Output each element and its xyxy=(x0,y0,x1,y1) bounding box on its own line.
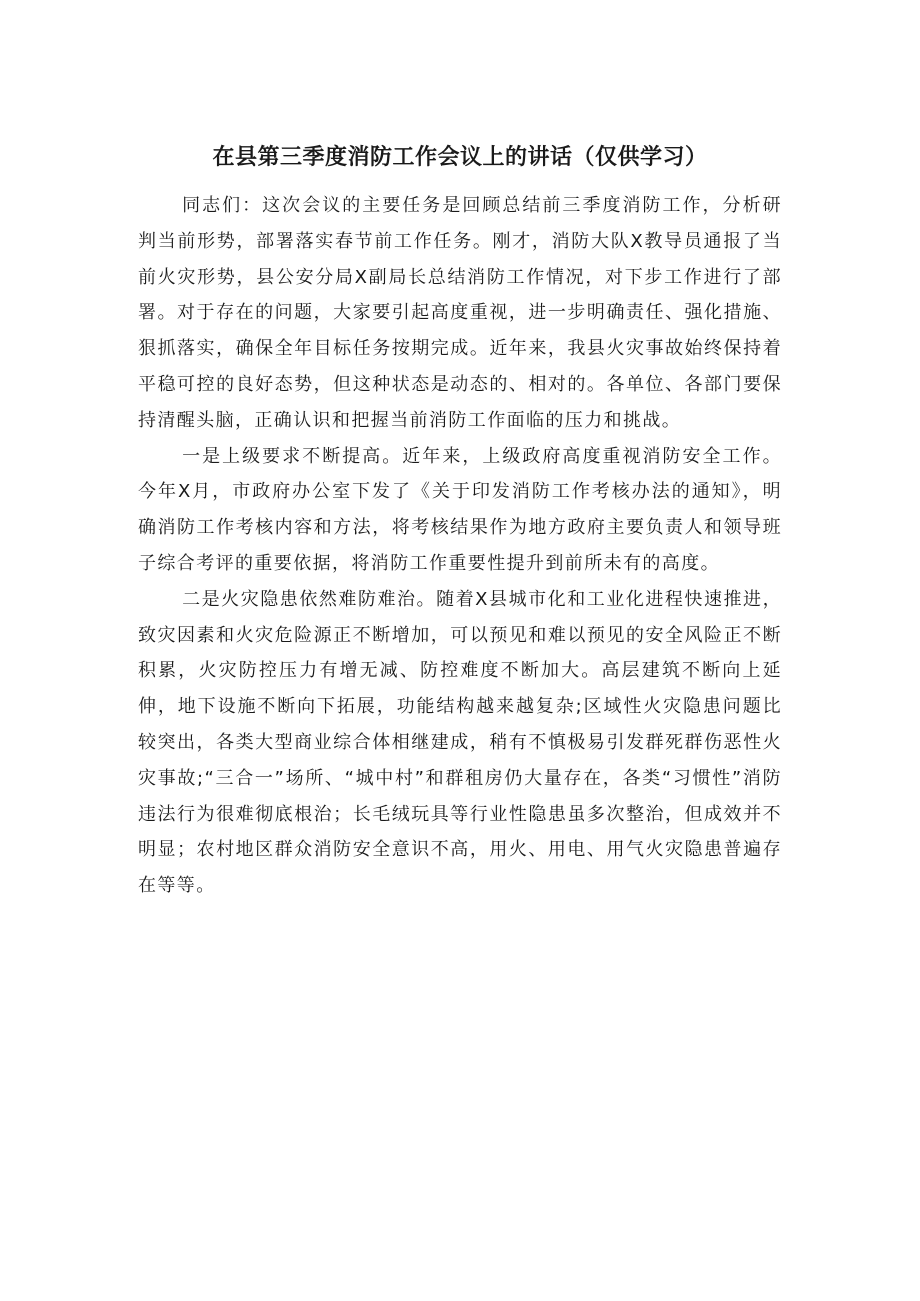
paragraph-point-one: 一是上级要求不断提高。近年来，上级政府高度重视消防安全工作。今年X月，市政府办公室下发了《关于印发消防工作考核办法的通知》，明确消防工作考核内容和方法，将考核结果作为地方政府主要负责人和领导班子综合考评的重要依据，将消防工作重要性提升到前所未有的高度。 xyxy=(138,445,782,574)
document-body xyxy=(138,188,782,904)
paragraph-opening: 同志们：这次会议的主要任务是回顾总结前三季度消防工作，分析研判当前形势，部署落实春节前工作任务。刚才，消防大队X教导员通报了当前火灾形势，县公安分局X副局长总结消防工作情况，对下步工作进行了部署。对于存在的问题，大家要引起高度重视，进一步明确责任、强化措施、狠抓落实，确保全年目标任务按期完成。近年来，我县火灾事故始终保持着平稳可控的良好态势，但这种状态是动态的、相对的。各单位、各部门要保持清醒头脑，正确认识和把握当前消防工作面临的压力和挑战。 xyxy=(138,195,782,431)
paragraph-point-two: 二是火灾隐患依然难防难治。随着X县城市化和工业化进程快速推进，致灾因素和火灾危险源正不断增加，可以预见和难以预见的安全风险正不断积累，火灾防控压力有增无减、防控难度不断加大。高层建筑不断向上延伸，地下设施不断向下拓展，功能结构越来越复杂;区域性火灾隐患问题比较突出，各类大型商业综合体相继建成，稍有不慎极易引发群死群伤恶性火灾事故;“三合一”场所、“城中村”和群租房仍大量存在，各类“习惯性”消防违法行为很难彻底根治；长毛绒玩具等行业性隐患虽多次整治，但成效并不明显；农村地区群众消防安全意识不高，用火、用电、用气火灾隐患普遍存在等等。 xyxy=(138,588,782,897)
document-title: 在县第三季度消防工作会议上的讲话（仅供学习） xyxy=(212,145,708,170)
